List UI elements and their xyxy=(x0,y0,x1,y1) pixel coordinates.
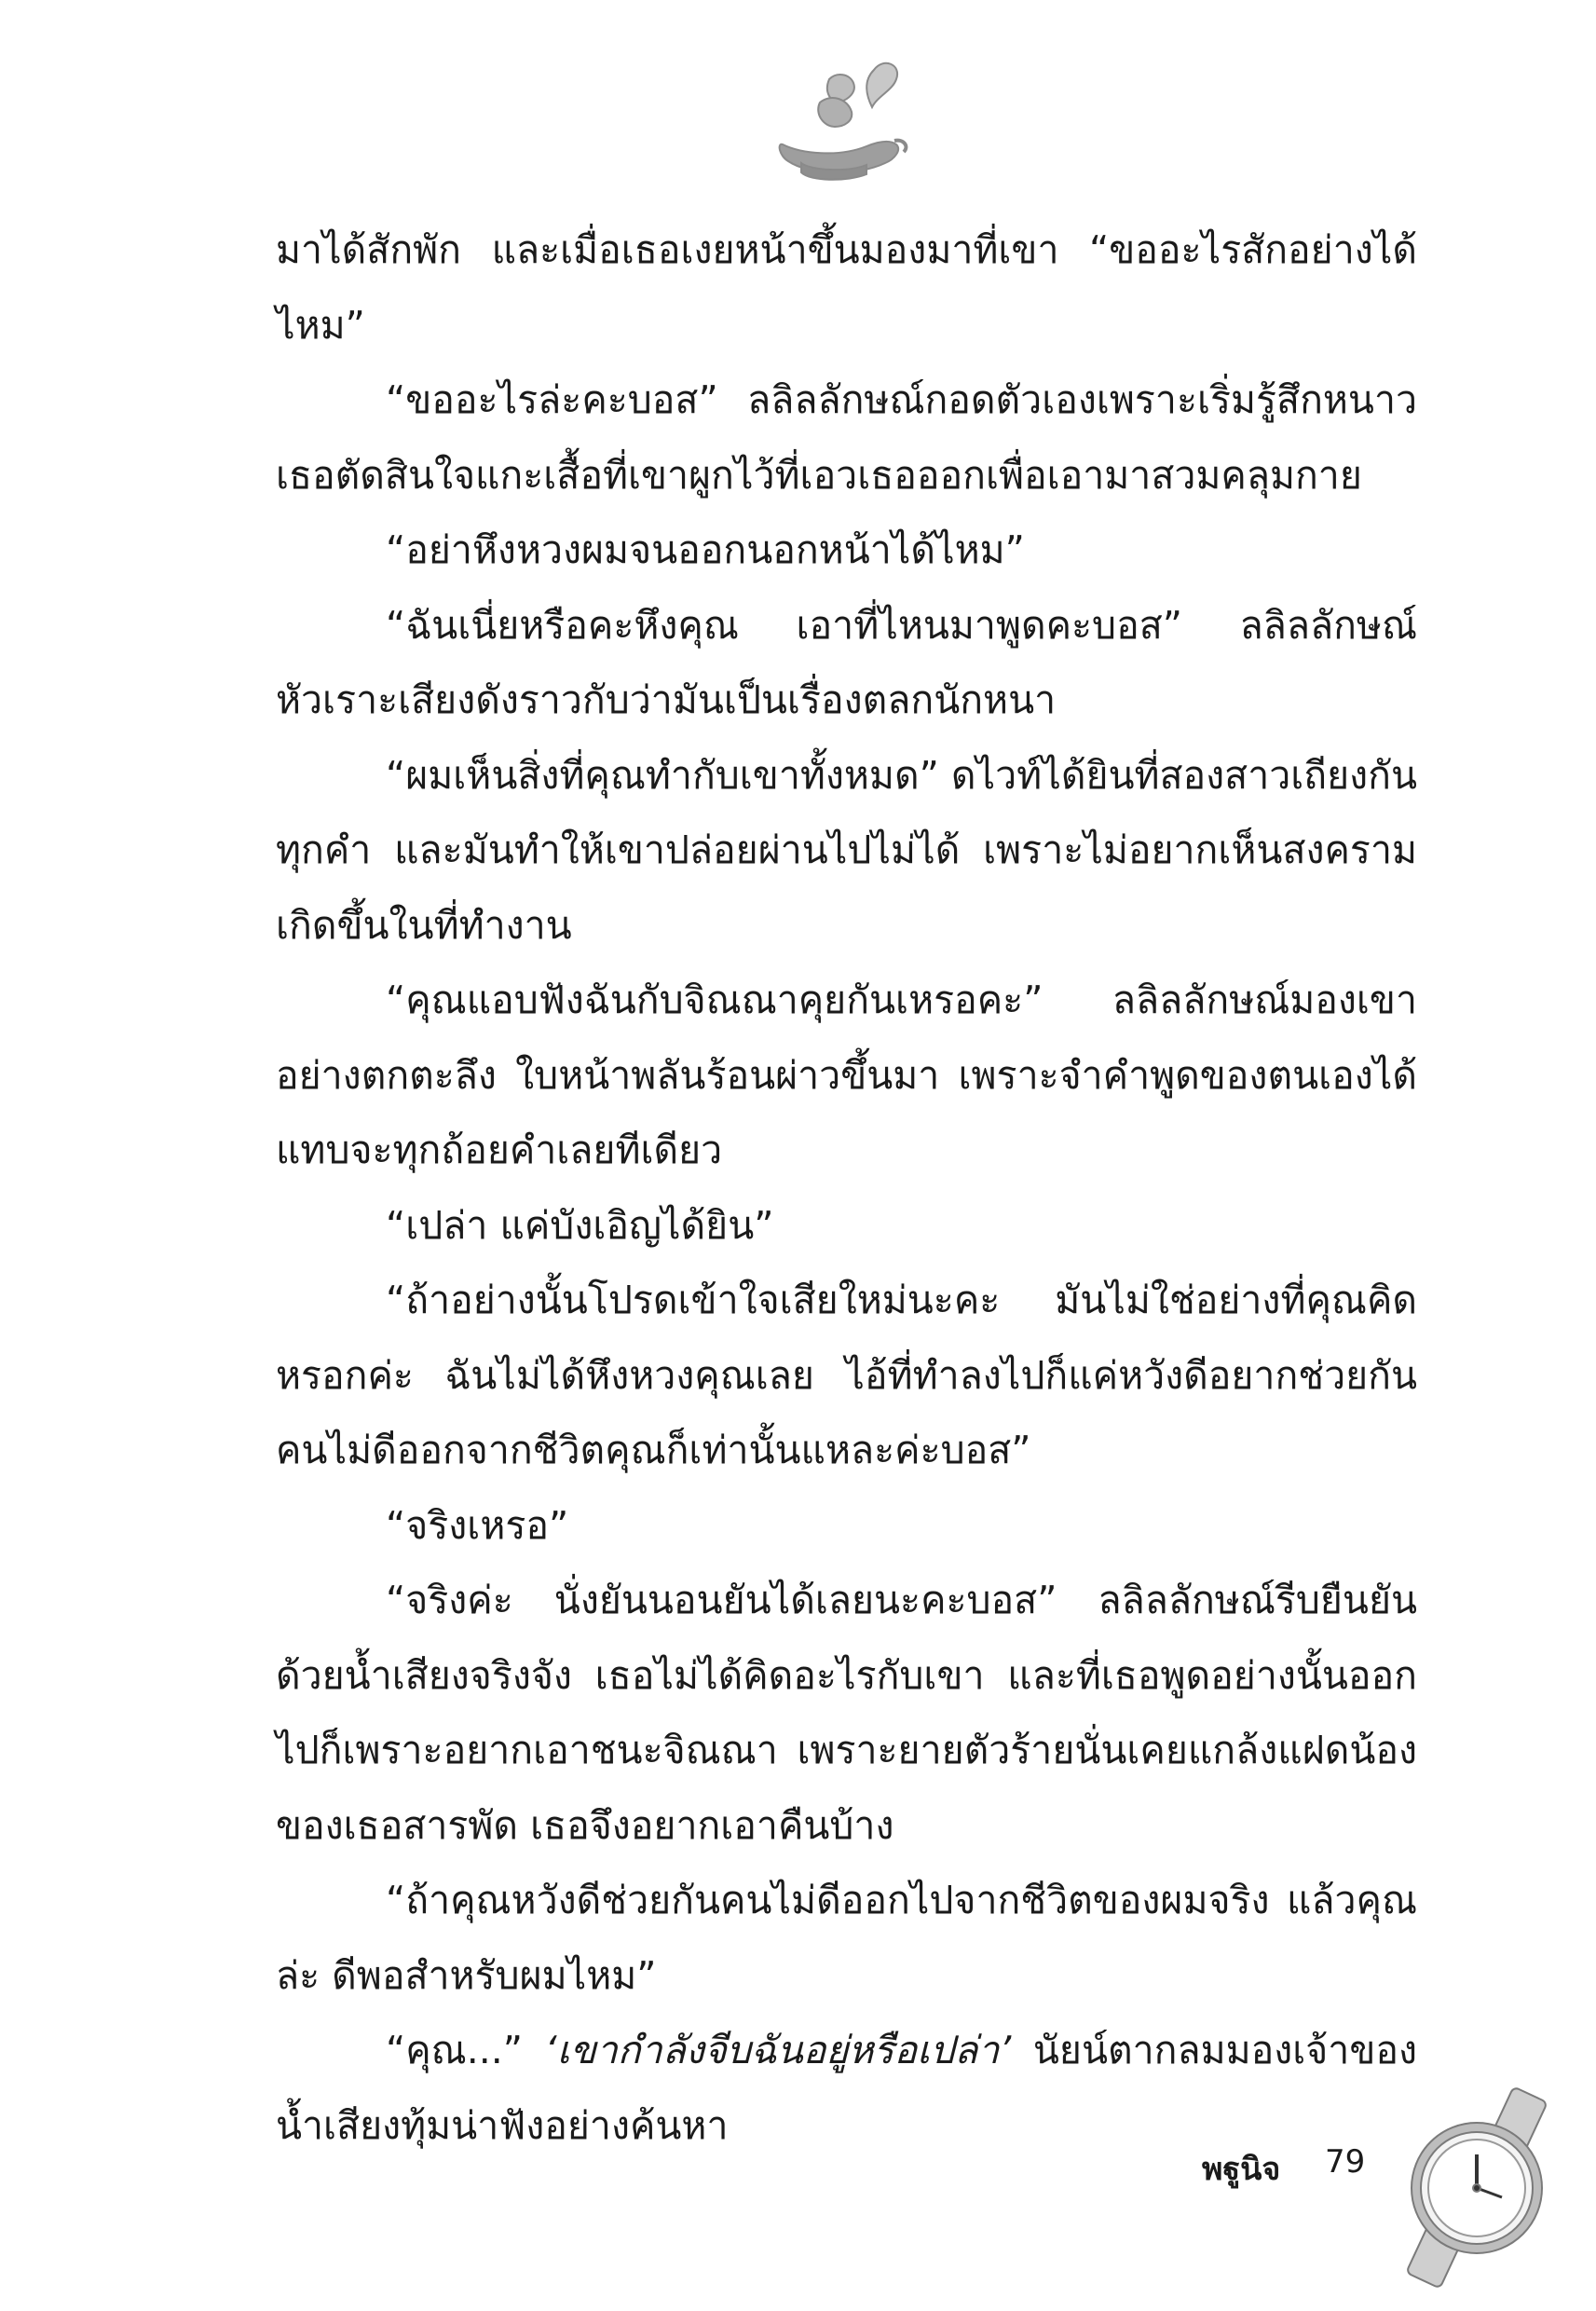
paragraph-last xyxy=(276,2013,1417,2163)
paragraph: “จริงค่ะ นั่งยันนอนยันได้เลยนะคะบอส” ลลิลลักษณ์รีบยืนยันด้วยน้ำเสียงจริงจัง เธอไม่ได้คิดอะไรกับเขา และที่เธอพูดอย่างนั้นออกไปก็เพราะอยากเอาชนะจิณณา เพราะยายตัวร้ายนั่นเคยแกล้งแฝดน้องของเธอสารพัด เธอจึงอยากเอาคืนบ้าง xyxy=(276,1578,1417,1848)
paragraph: มาได้สักพัก และเมื่อเธอเงยหน้าขึ้นมองมาที่เขา “ขออะไรสักอย่างได้ไหม” xyxy=(276,227,1417,348)
paragraph: “ผมเห็นสิ่งที่คุณทำกับเขาทั้งหมด” ดไวท์ได้ยินที่สองสาวเถียงกันทุกคำ และมันทำให้เขาปล่อยผ่านไปไม่ได้ เพราะไม่อยากเห็นสงครามเกิดขึ้นในที่ทำงาน xyxy=(276,752,1417,948)
paragraph: “ถ้าอย่างนั้นโปรดเข้าใจเสียใหม่นะคะ มันไม่ใช่อย่างที่คุณคิดหรอกค่ะ ฉันไม่ได้หึงหวงคุณเลย ไอ้ที่ทำลงไปก็แค่หวังดีอยากช่วยกันคนไม่ดีออกจากชีวิตคุณก็เท่านั้นแหละค่ะบอส” xyxy=(276,1278,1417,1472)
page-number: 79 xyxy=(1325,2143,1366,2181)
paragraph: “จริงเหรอ” xyxy=(386,1502,569,1548)
wristwatch-icon xyxy=(1388,2087,1565,2288)
footer-author: พฐูนิจ xyxy=(1202,2151,1281,2188)
paragraph-last-end: นัยน์ตากลมมองเจ้าของน้ำเสียงทุ้มน่าฟังอย่างค้นหา xyxy=(276,2028,1418,2148)
paragraph: “ถ้าคุณหวังดีช่วยกันคนไม่ดีออกไปจากชีวิตของผมจริง แล้วคุณล่ะ ดีพอสำหรับผมไหม” xyxy=(276,1878,1417,1998)
paragraph: “ขออะไรล่ะคะบอส” ลลิลลักษณ์กอดตัวเองเพราะเริ่มรู้สึกหนาว เธอตัดสินใจแกะเสื้อที่เขาผูกไว้ที่เอวเธอออกเพื่อเอามาสวมคลุมกาย xyxy=(276,377,1417,498)
paragraph: “เปล่า แค่บังเอิญได้ยิน” xyxy=(386,1202,774,1248)
paragraph: “อย่าหึงหวงผมจนออกนอกหน้าได้ไหม” xyxy=(386,527,1025,572)
paragraph-last-start: “คุณ...” xyxy=(386,2028,545,2072)
text-body xyxy=(276,212,1417,2163)
paragraph: “คุณแอบฟังฉันกับจิณณาคุยกันเหรอคะ” ลลิลลักษณ์มองเขาอย่างตกตะลึง ใบหน้าพลันร้อนผ่าวขึ้นมา เพราะจำคำพูดของตนเองได้แทบจะทุกถ้อยคำเลยทีเดียว xyxy=(276,978,1417,1172)
paragraph: “ฉันเนี่ยหรือคะหึงคุณ เอาที่ไหนมาพูดคะบอส” ลลิลลักษณ์หัวเราะเสียงดังราวกับว่ามันเป็นเรื่องตลกนักหนา xyxy=(276,602,1417,722)
genie-lamp-icon xyxy=(764,51,913,191)
inner-thought: ‘เขากำลังจีบฉันอยู่หรือเปล่า’ xyxy=(544,2028,1012,2072)
